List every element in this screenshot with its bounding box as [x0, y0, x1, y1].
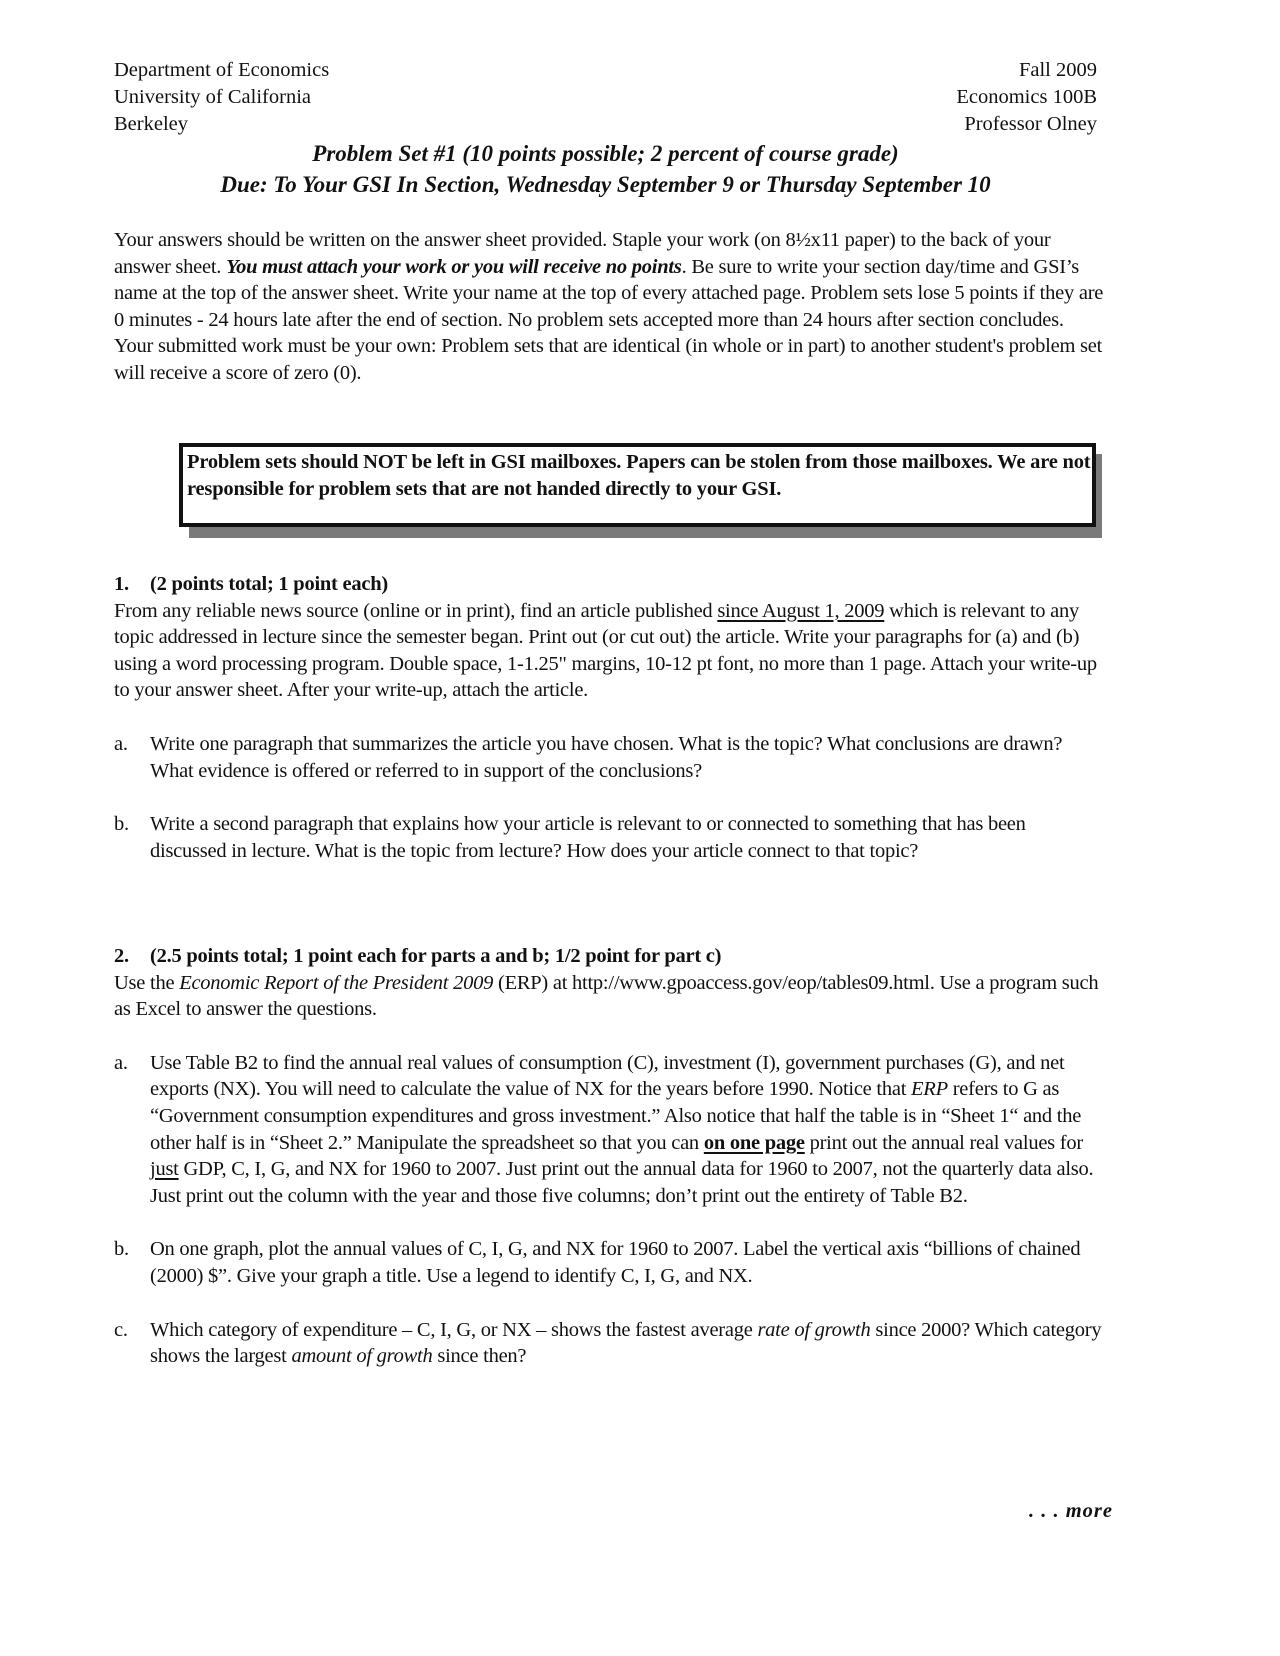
notice-text: Problem sets should NOT be left in GSI mailboxes. Papers can be stolen from those mailboxes. We are not responsible for problem sets that are not handed directly to your GSI.: [187, 451, 1091, 500]
erp-italic: ERP: [911, 1078, 948, 1101]
instructions-text-2: . Be sure to write your section day/time and GSI’s name at the top of the answer sheet. Write your name at the top of every attached page. Problem sets lose 5 points if they are 0 minutes - 24 hours late after the end of section. No problem sets accepted more than 24 hours after section concludes. Your submitted work must be your own: Problem sets that are identical (in whole or in part) to another student's problem set will receive a score of zero (0).: [114, 255, 1104, 384]
item-text: [150, 1317, 1104, 1370]
question-2-heading: [114, 943, 1104, 970]
q2a-text-3: print out the annual real values for: [804, 1131, 1083, 1154]
q1-body-text-2: which is relevant to any topic addressed in lecture since the semester began. Print out (or cut out) the article. Write your paragraphs for (a) and (b) using a word processing program. Double space, 1-1.25" margins, 10-12 pt font, no more than 1 page. Attach your write-up to your answer sheet. After your write-up, attach the article.: [114, 599, 1097, 702]
continued-indicator: . . . more: [1028, 1500, 1113, 1522]
q2c-text-1: Which category of expenditure – C, I, G, or NX – shows the fastest average: [150, 1318, 758, 1341]
q2-body-text-2: (ERP) at http://www.gpoaccess.gov/eop/tables09.html. Use a program such as Excel to answer the questions.: [114, 971, 1099, 1021]
instructions-paragraph: [114, 227, 1104, 387]
question-1: [114, 571, 1104, 864]
title-line-2: Due: To Your GSI In Section, Wednesday September 9 or Thursday September 10: [220, 172, 991, 197]
question-2: [114, 943, 1104, 1370]
q2a-text-4: GDP, C, I, G, and NX for 1960 to 2007. Just print out the annual data for 1960 to 2007, not the quarterly data also. Just print out the column with the year and those five columns; don’t print out the entirety of Table B2.: [150, 1158, 1094, 1207]
item-label: a.: [114, 732, 128, 755]
question-1-body: [114, 598, 1104, 704]
q2-item-b: [114, 1236, 1104, 1289]
item-text: Write a second paragraph that explains how your article is relevant to or connected to something that has been discussed in lecture. What is the topic from lecture? How does your article connect to that topic?: [150, 813, 1026, 862]
item-label: c.: [114, 1318, 128, 1341]
q2-item-a: [114, 1050, 1104, 1210]
course-name: Economics 100B: [956, 86, 1097, 108]
q2a-text-2: refers to G as “Government consumption expenditures and gross investment.” Also notice that half the table is in “Sheet 1“ and the other half is in “Sheet 2.” Manipulate the spreadsheet so that you can: [150, 1078, 1082, 1154]
item-label: b.: [114, 813, 129, 836]
question-1-heading: [114, 571, 1104, 598]
instructions-text-1: Your answers should be written on the answer sheet provided. Staple your work (on 8½x11 paper) to the back of your answer sheet.: [114, 229, 1051, 278]
item-text: On one graph, plot the annual values of C, I, G, and NX for 1960 to 2007. Label the vertical axis “billions of chained (2000) $”. Give your graph a title. Use a legend to identify C, I, G, and NX.: [150, 1238, 1081, 1287]
professor-name: Professor Olney: [964, 113, 1097, 135]
department-name: Department of Economics: [114, 59, 330, 81]
item-text: Write one paragraph that summarizes the article you have chosen. What is the topic? What conclusions are drawn? What evidence is offered or referred to in support of the conclusions?: [150, 732, 1063, 782]
just-underlined: just: [150, 1158, 179, 1181]
university-name: University of California: [114, 86, 311, 108]
q1-date-underlined: since August 1, 2009: [717, 599, 885, 622]
department-block: [114, 57, 329, 138]
q2c-text-3: since then?: [432, 1345, 527, 1368]
on-one-page-emphasis: on one page: [703, 1131, 805, 1154]
instructions-emphasis: You must attach your work or you will receive no points: [226, 255, 682, 278]
question-points: (2 points total; 1 point each): [150, 573, 388, 595]
rate-of-growth-italic: rate of growth: [757, 1318, 871, 1341]
question-number: 1.: [114, 573, 129, 595]
q2-item-c: [114, 1317, 1104, 1370]
question-points: (2.5 points total; 1 point each for parts a and b; 1/2 point for part c): [150, 945, 722, 967]
item-text: [150, 1050, 1104, 1210]
item-label: b.: [114, 1238, 129, 1261]
q1-item-a: [114, 731, 1104, 784]
q1-item-b: [114, 811, 1104, 864]
mailbox-notice: [179, 443, 1092, 527]
course-block: [956, 57, 1097, 138]
notice-box: [179, 443, 1096, 527]
campus-name: Berkeley: [114, 113, 188, 135]
document-title: [114, 138, 1097, 200]
question-2-body: [114, 970, 1104, 1023]
question-number: 2.: [114, 945, 129, 967]
q1-body-text-1: From any reliable news source (online or in print), find an article published: [114, 599, 718, 622]
q2-body-text-1: Use the: [114, 971, 180, 994]
amount-of-growth-italic: amount of growth: [291, 1345, 433, 1368]
q2c-text-2: since 2000? Which category shows the largest: [150, 1318, 1102, 1368]
item-label: a.: [114, 1051, 128, 1074]
title-line-1: Problem Set #1 (10 points possible; 2 percent of course grade): [312, 141, 899, 166]
report-title: Economic Report of the President 2009: [179, 971, 494, 994]
term: Fall 2009: [1018, 59, 1097, 81]
q2a-text-1: Use Table B2 to find the annual real values of consumption (C), investment (I), government purchases (G), and net exports (NX). You will need to calculate the value of NX for the years before 1990. Notice that: [150, 1051, 1065, 1101]
